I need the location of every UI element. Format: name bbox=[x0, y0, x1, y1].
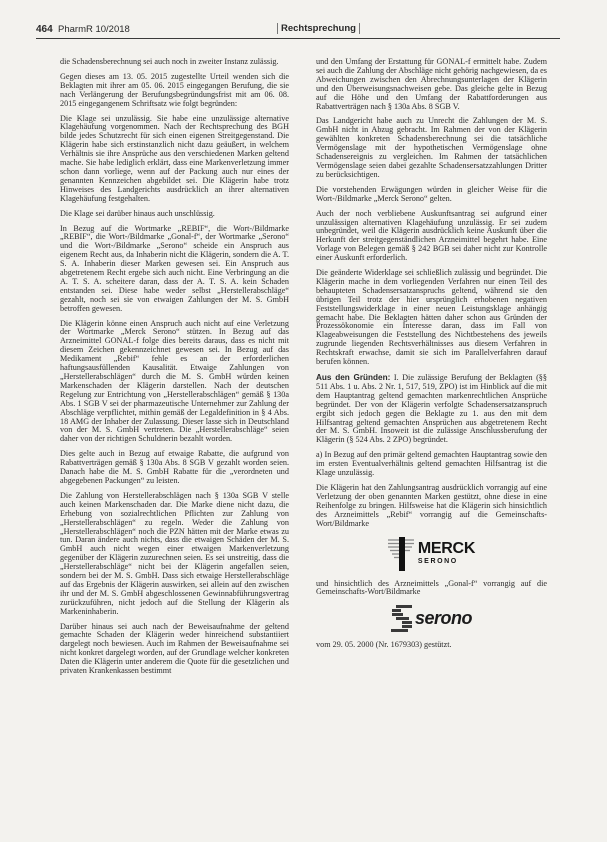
left-paragraph-9: Darüber hinaus sei auch nach der Beweisaufnahme der geltend gemachte Schaden der Klägerin weder hinreichend substantiiert dargelegt noch bewiesen. Auch im Rahmen der Beweisaufnahme sei nicht konkret dargelegt worden, auf der Grundlage welcher konkreten Daten die Klägerin unter anderem die Quote für die gesetzlichen und privaten Krankenkassen bestimmt bbox=[60, 621, 289, 676]
right-paragraph-1: und den Umfang der Erstattung für GONAL-f ermittelt habe. Zudem sei auch die Zahlung der Abschläge nicht gehörig nachgewiesen, da es Abweichungen zwischen den Abrechnungsunterlagen der Klägerin und den Überweisungsnachweisen gebe. Das gleiche gelte in Bezug auf die Höhe und den Umfang der Rabattforderungen aus Rabattverträgen nach § 130a Abs. 8 SGB V. bbox=[316, 58, 547, 111]
gonal-paragraph: und hinsichtlich des Arzneimittels „Gonal-f“ vorrangig auf die Gemeinschafts-Wort/Bildmarke bbox=[316, 578, 547, 597]
right-paragraph-5: Die geänderte Widerklage sei schließlich zulässig und begründet. Die Klägerin mache in dem vorliegenden Verfahren nur einen Teil des behaupteten Schadensersatzanspruchs geltend, während sie den übrigen Teil trotz der hier ursprünglich erhobenen negativen Feststellungswiderklage in einer neuen Leistungsklage anhängig gemacht habe. Die Beklagten hätten daher schon aus Gründen der Prozessökonomie ein Interesse daran, dass im Fall von Klageabweisungen die Feststellung des Nichtbestehens des jeweils zugrunde liegenden Rechtsverhältnisses aus diesem Verfahren in Rechtskraft erwachse, damit sie sich im Parallelverfahren darauf berufen können. bbox=[316, 268, 547, 367]
left-paragraph-6: Die Klägerin könne einen Anspruch auch nicht auf eine Verletzung der Wortmarke „Merck Serono“ stützen. In Bezug auf das Arzneimittel GONAL-f folge dies bereits daraus, dass es nicht mit diesem Zeichen gekennzeichnet gewesen sei. In Bezug auf das Medikament „Rebif“ fehle es an der erforderlichen haftungsausfüllenden Kausalität. Etwaige Zahlungen von „Herstellerabschlägen“ durch die M. S. GmbH würden keinen Markenschaden der Klägerin darstellen. Nach der deutschen Regelung zur Entrichtung von „Herstellerabschlägen“ gemäß § 130a Abs. 1 SGB V sei der pharmazeutische Unternehmer zur Zahlung der Abschläge verpflichtet, mithin gemäß der Legaldefinition in § 4 Abs. 18 AMG der Inhaber der Zulassung. Dieser lasse sich in Deutschland von der M. S. GmbH vertreten. Die „Herstellerabschläge“ seien daher von der richtigen Schuldnerin bezahlt worden. bbox=[60, 318, 289, 444]
right-paragraph-4: Auch der noch verbliebene Auskunftsantrag sei aufgrund einer unzulässigen alternativen Klagehäufung unzulässig. Er sei zudem unbegründet, weil die Klägerin ausdrücklich keine Auskunft über die Herkunft der streitgegenständlichen Arzneimittel begehrt habe. Eine Vorlage von Belegen gemäß § 242 BGB sei daher nicht zur Kontrolle einer Auskunft erforderlich. bbox=[316, 208, 547, 263]
right-paragraph-3: Die vorstehenden Erwägungen würden in gleicher Weise für die Wort-/Bildmarke „Merck Serono“ gelten. bbox=[316, 184, 547, 203]
left-paragraph-8: Die Zahlung von Herstellerabschlägen nach § 130a SGB V stelle auch keinen Markenschaden dar. Die Marke diene nicht dazu, die Erhebung von sozialrechtlichen Pflichten zur Zahlung von „Herstellerabschlägen“ zu regeln. Weder die Zahlung von „Herstellerabschlägen“ noch die PZN hätten mit der Marke etwas zu tun. Daran ändere auch nichts, dass die etwaigen Schäden der M. S. GmbH auch nicht wegen einer etwaigen Markenverletzung gegenüber der Klägerin zuzurechnen seien. Es sei unstreitig, dass die „Herstellerabschläge“ nicht bei der Klägerin angefallen seien, sondern bei der M. S. GmbH. Dass sich etwaige Herstellerabschläge auf das Ergebnis der Klägerin auswirken, sei allein auf den zwischen ihr und der M. S. GmbH abgeschlossenen Gewinnabführungsvertrag zurückzuführen, nicht jedoch auf die Stellung der Klägerin als Markeninhaberin. bbox=[60, 490, 289, 616]
section-title: Rechtsprechung bbox=[277, 23, 360, 34]
grounds-heading: Aus den Gründen: bbox=[316, 373, 391, 382]
left-paragraph-1: die Schadensberechnung sei auch noch in zweiter Instanz zulässig. bbox=[60, 58, 279, 66]
left-paragraph-5: In Bezug auf die Wortmarke „REBIF“, die Wort-/Bildmarke „REBIF“, die Wort-/Bildmarke „Gonal-f“, der Wortmarke „Serono“ und die Wort-/Bildmarke „Serono“ scheide ein Anspruch aus eigenem Recht aus, da Inhaberin nicht die Klägerin, sondern die A. T. S. A. Inhaberin dieser Marken gewesen sei. Ein Anspruch aus abgetretenem Recht ergebe sich auch nicht. Eine Verbringung an die A. T. S. A. scheitere daran, dass der A. T. S. A. kein Schaden entstanden sei. Diese habe weder selbst „Herstellerabschläge“ gezahlt, noch sei sie von etwaigen Zahlungen der M. S. GmbH betroffen gewesen. bbox=[60, 223, 289, 313]
claim-paragraph: Die Klägerin hat den Zahlungsantrag ausdrücklich vorrangig auf eine Verletzung der oben genannten Marken gestützt, ohne diese in eine Reihenfolge zu bringen. Hilfsweise hat die Klägerin sich hinsichtlich des Arzneimittels „Rebif“ vorrangig auf die Gemeinschafts-Wort/Bildmarke bbox=[316, 482, 547, 528]
left-column bbox=[60, 58, 289, 828]
logo-serono-word: serono bbox=[414, 608, 472, 629]
left-paragraph-2: Gegen dieses am 13. 05. 2015 zugestellte Urteil wenden sich die Beklagten mit ihrer am 05. 06. 2015 eingegangen Berufung, die sie nach Verlängerung der Berufungsbegründungsfrist mit am 06. 08. 2015 eingegangenem Schriftsatz wie folgt begründen: bbox=[60, 71, 289, 108]
left-paragraph-4: Die Klage sei darüber hinaus auch unschlüssig. bbox=[60, 208, 215, 218]
logo-serono-subword: SERONO bbox=[417, 558, 458, 565]
serono-s-mark-icon bbox=[391, 605, 413, 632]
right-column bbox=[316, 58, 547, 828]
grounds-text: I. Die zulässige Berufung der Beklagten (§§ 511 Abs. 1 u. Abs. 2 Nr. 1, 517, 519, ZPO) ist im Hinblick auf die mit dem Hauptantrag geltend gemachten markenrechtlichen Ansprüche begründet. Der von der Klägerin verfolgte Schadensersatzanspruch ergibt sich jedoch gegen die Beklagte zu 1. aus den mit dem Hilfsantrag geltend gemachten Ansprüchen aus abgetretenem Recht der M. S. GmbH. Insoweit ist die zulässige Anschlussberufung der Klägerin (§ 524 Abs. 2 ZPO) begründet. bbox=[316, 373, 547, 445]
final-paragraph: vom 29. 05. 2000 (Nr. 1679303) gestützt. bbox=[316, 640, 452, 650]
serono-logo bbox=[316, 605, 547, 632]
left-paragraph-3: Die Klage sei unzulässig. Sie habe eine unzulässige alternative Klagehäufung vorgenommen. Nach der Rechtsprechung des BGH bilde jedes Schutzrecht für sich einen eigenen Streitgegenstand. Die Klägerin habe sich erstinstanzlich nicht dazu geäußert, in welchem Verhältnis sie ihre Ansprüche aus den verschiedenen Marken geltend mache. Sie habe lediglich erklärt, dass eine Markenverletzung immer schon dann vorliege, wenn auf der Packung auch nur eines der genannten Kennzeichen abgebildet sei. Die Klägerin habe trotz Hinweises des Landgerichts ausdrücklich an ihrer alternativen Klagehäufung festgehalten. bbox=[60, 113, 289, 203]
journal-issue: PharmR 10/2018 bbox=[58, 24, 130, 35]
right-paragraph-2: Das Landgericht habe auch zu Unrecht die Zahlungen der M. S. GmbH nicht in Abzug gebracht. Im Rahmen der von der Klägerin gewählten konkreten Schadensberechnung sei die tatsächliche Vermögenslage mit der hypothetischen Vermögenslage ohne Schadensereignis zu vergleichen. Im Rahmen der tatsächlichen Vermögenslage seien dabei gezahlte Schadensersatzzahlungen Dritter zu berücksichtigen. bbox=[316, 116, 547, 179]
merck-serono-logo bbox=[316, 537, 547, 571]
logo-merck-word: MERCK bbox=[417, 540, 476, 557]
paragraph-a: a) In Bezug auf den primär geltend gemachten Hauptantrag sowie den im ersten Eventualverhältnis geltend gemachten Hilfsantrag ist die Klage unzulässig. bbox=[316, 450, 547, 478]
left-paragraph-7: Dies gelte auch in Bezug auf etwaige Rabatte, die aufgrund von Rabattverträgen gemäß § 130a Abs. 8 SGB V gezahlt worden seien. Danach habe die M. S. GmbH Rabatte für die „verordneten und abgegebenen Packungen“ zu leisten. bbox=[60, 449, 289, 485]
grounds-paragraph bbox=[316, 373, 547, 445]
page-header bbox=[36, 21, 560, 39]
page-number: 464 bbox=[36, 24, 53, 35]
merck-serono-mark-icon bbox=[388, 537, 415, 571]
